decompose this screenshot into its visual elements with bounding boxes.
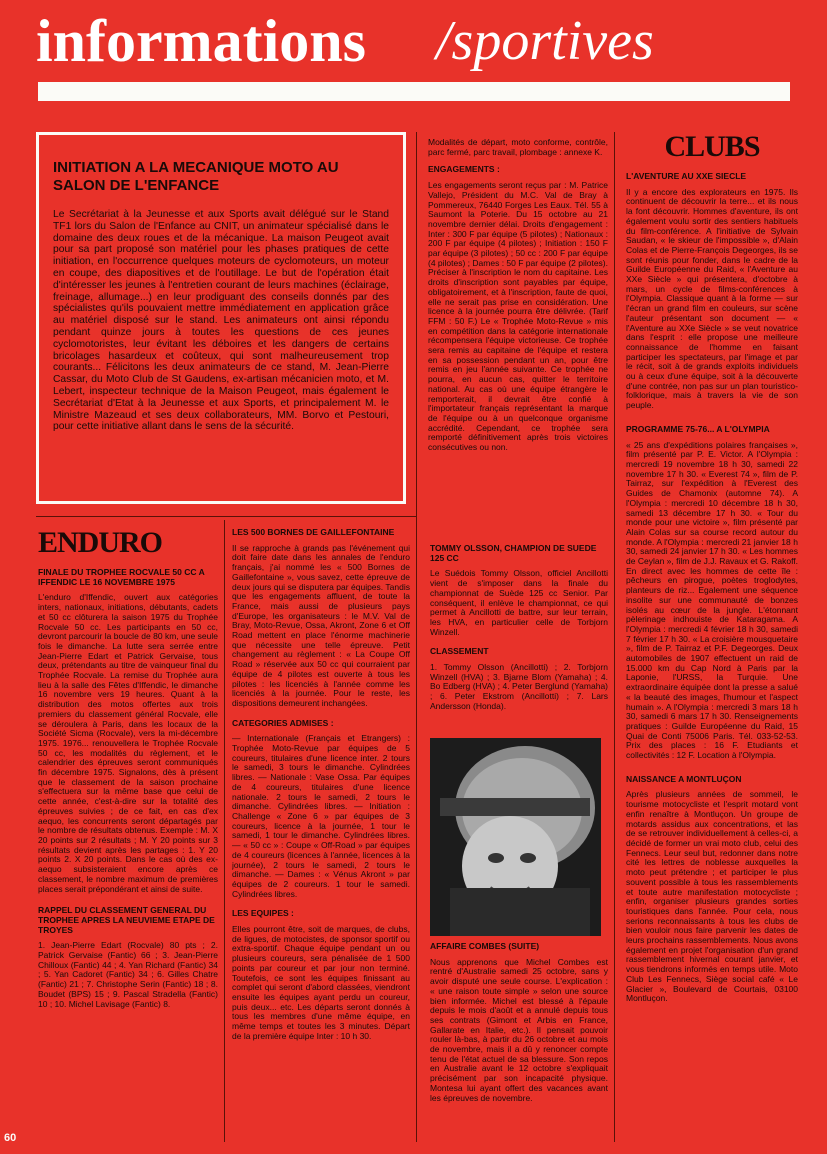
classement-heading: CLASSEMENT (430, 646, 489, 657)
classement-text: 1. Tommy Olsson (Ancillotti) ; 2. Torbjorn Winzell (HVA) ; 3. Bjarne Blom (Yamaha) ; 4. Bo Edberg (HVA) ; 4. Peter Berglund (Yamaha) ; 6. Peter Ekstrom (Ancillotti) ; 7. Lars Andersson (Honda). (430, 662, 608, 711)
rappel-heading: RAPPEL DU CLASSEMENT GENERAL DU TROPHEE APRES LA NEUVIEME ETAPE DE TROYES (38, 905, 215, 935)
programme-heading: PROGRAMME 75-76... A L'OLYMPIA (626, 423, 770, 434)
rider-photo (430, 738, 601, 936)
naissance-heading: NAISSANCE A MONTLUÇON (626, 773, 742, 784)
rider-helmet-illustration (430, 738, 601, 936)
masthead (36, 6, 796, 76)
masthead-subtitle: /sportives (436, 10, 654, 72)
naissance-text: Après plusieurs années de sommeil, le tourisme motocycliste et l'esprit motard vont enfin renaître à Montluçon. Un groupe de motards assidus aux concentrations, et las de se retrouver individuellement à celles-ci, a décidé de former un vrai moto club, celui des Fennecs. Leur seul but, redonner dans notre cité les lettres de noblesse auxquelles la moto peut prétendre ; et participer le plus souvent possible à tous les rassemblements et toute autre manifestation motocycliste ; enfin, organiser plusieurs grandes sorties touristiques dans l'année. Pour cela, nous serions reconnaissants à tous les clubs de bien vouloir nous faire parvenir les dates de leurs prochains rassemblements. Nous avons également en projet l'organisation d'un grand rassemblement hivernal courant janvier, et vous tiendrons informés en temps utile. Moto Club Les Fennecs, Siège social café « Le Glacier », Boulevard de Courtais, 03100 Montluçon. (626, 789, 798, 1004)
gaillefontaine-text: Il se rapproche à grands pas l'événement qui doit faire date dans les annales de l'enduro français, j'ai nommé les « 500 Bornes de Gaillefontaine », vous savez, cette épreuve de deux jours qui se disputera par équipes. Tandis que les engagements affluent, de toute la France, mais aussi de plusieurs pays d'Europe, les organisateurs : le M.V. Val de Bray, Moto-Revue, Ossa, Akront, Zone 6 et Off Road mettent en place l'énorme machinerie que nécessite une telle épreuve. Petit changement au règlement : « La Coupe Off Road » réservée aux 50 cc qui courraient par équipe de 4 pilotes est ouverte à tous les pilotes : les licenciés à l'année comme les licenciés à la journée. Pour le reste, les dispositions demeurent inchangées. (232, 542, 410, 708)
column-rule-3 (224, 520, 225, 1142)
combes-column (430, 938, 608, 1142)
clubs-column (626, 130, 798, 1142)
enduro-title: ENDURO (38, 526, 163, 559)
combes-heading: AFFAIRE COMBES (SUITE) (430, 941, 540, 951)
combes-text: Nous apprenons que Michel Combes est rentré d'Australie samedi 25 octobre, sans y avoir disputé une seule course. L'explication : « une raison toute simple » selon une source bien informée. Michel est blessé à l'épaule depuis le mois d'août et a annulé depuis tous ses contrats (Gimont et Arbis en France, Gallarate en Italie, etc.). Il pensait pouvoir rouler là-bas, à partir du 26 octobre et au mois de novembre, mais il a dû y renoncer compte tenu de l'état actuel de sa blessure. Son repos en Australie avant le 12 octobre s'expliquait précisément par son incapacité physique. Montesa lui ayant offert des vacances avant les épreuves de novembre. (430, 956, 608, 1103)
categories-text: — Internationale (Français et Etrangers) : Trophée Moto-Revue par équipes de 5 coureurs, titulaires d'une licence inter. 2 tours le samedi, 3 tours le dimanche. Cylindrées libres. — Nationale : Vase Ossa. Par équipes de 4 coureurs, titulaires d'une licence nationale. 2 tours le samedi, 2 tours le dimanche. Cylindrées libres. — Initiation : Challenge « Zone 6 » par équipes de 3 coureurs, licence à la journée, 1 tour le samedi, 1 tour le dimanche. Cylindrées libres. — « 50 cc » : Coupe « Off-Road » par équipes de 4 coureurs (licences à l'année, licences à la journée), 2 tours le samedi, 2 tours le dimanche. — Dames : « Vénus Akront » par équipes de 2 coureurs. 1 tour le samedi. Cylindrées libres. (232, 733, 410, 899)
equipes-text: Elles pourront être, soit de marques, de clubs, de ligues, de motocistes, de sponsor sportif ou extra-sportif. Chaque équipe pendant un ou plusieurs coureurs, sera pénalisée de 1 500 points par coureur et par jour non terminé. Toutefois, ce sont les équipes finissant au complet qui seront d'abord classées, viendront ensuite les équipes ayant perdu un coureur, puis deux... etc. Les départs seront donnés à tous les membres d'une même équipe, en même temps et toutes les 3 minutes. Départ de la première équipe Inter : 10 h 30. (232, 924, 410, 1041)
page-number: 60 (4, 1132, 17, 1144)
rappel-text: 1. Jean-Pierre Edart (Rocvale) 80 pts ; 2. Patrick Gervaise (Fantic) 66 ; 3. Jean-Pierre Chilloux (Fantic) 44 ; 4. Yan Richard (Fantic) 34 ; 5. Yan Cadoret (Fantic) 34 ; 6. Gilles Chatre (Fantic) 21 ; 7. Christophe Serin (Fantic) 18 ; 8. Boudet (BPS) 15 ; 9. Pascal Stradella (Fantic) 10 ; 10. Michel Lavisage (Fantic) 8. (38, 940, 218, 1009)
engagements-column (428, 138, 608, 526)
aventure-text: Il y a encore des explorateurs en 1975. Ils continuent de découvrir la terre... et ils nous la font découvrir. Hommes d'aventure, ils ont également voulu sortir des sentiers habituels du film-conférence. A l'initiative de Sylvain Saudan, « le skieur de l'impossible », d'Alain Colas et de Pierre-François Degeorges, ils se sont réunis pour fonder, dans le cadre de la Guilde Européenne du Raid, « l'Aventure au XXe Siècle » qui présentera, d'octobre à mars, un cycle de films-conférences à l'Olympia. Classique quant à la forme — sur l'écran un grand film en couleurs, sur scène l'auteur présentant son document — « l'Aventure au XXe Siècle » se veut novatrice dans l'esprit : elle propose une meilleure connaissance de l'homme en faisant participer les spectateurs, par l'image et par le récit, soit à de grands exploits individuels ou à ceux d'une équipe, soit à la découverte d'une contrée, non pas sur un plan touristico-folklorique, mais à travers la vie de son peuple. (626, 186, 798, 411)
equipes-heading: LES EQUIPES : (232, 908, 294, 919)
gaillefontaine-column (232, 526, 410, 1142)
engagements-text: Les engagements seront reçus par : M. Patrice Vallejo, Président du M.C. Val de Bray à Pommereux, 76440 Forges Les Eaux. Tél. 55 à Saumont la Poterie. Du 15 octobre au 21 novembre dernier délai. Droits d'engagement : Inter : 300 F par équipe (5 pilotes) ; Nationaux : 200 F par équipe (4 pilotes) ; Initiation : 150 F par équipe (3 pilotes) ; 50 cc : 200 F par équipe (4 pilotes) ; Dames : 50 F par équipe (2 pilotes). Préciser à l'inscription le nom du capitaine. Les droits d'inscription sont payables par équipe, obligatoirement, et à l'inscription, faute de quoi, elle ne serait pas prise en considération. Une licence à la journée pourra être délivrée. (Tarif FFM : 50 F.) Le « Trophée Moto-Revue » mis en compétition dans la catégorie internationale récompensera l'équipe victorieuse. Ce trophée sera remis au capitaine de l'équipe et restera en sa possession pendant un an, pour être remis en jeu l'année suivante. Ce trophée ne pourra, en aucun cas, quitter le territoire national. Au cas où une équipe étrangère le remporterait, il devrait être confié à l'importateur français représentant la marque de l'équipe ou à un quelconque organisme accrédité. Cependant, ce trophée sera remporté définitivement après trois victoires consécutives ou non. (428, 180, 608, 453)
engagements-heading: ENGAGEMENTS : (428, 164, 500, 175)
initiation-body: Le Secrétariat à la Jeunesse et aux Sports avait délégué sur le Stand TF1 lors du Salon de l'Enfance au CNIT, un animateur spécialisé dans le domaine des deux roues et de la mécanique. La maison Peugeot avait pour sa part proposé son matériel pour les phases pratiques de cette initiation, en l'occurrence quelques moteurs de cyclomoteurs, un moteur en coupe, des diapositives et de l'outillage. Le but de l'opération était d'intéresser les jeunes à l'entretien courant de leurs machines (éclairage, freinage, allumage...) en leur prodiguant des conseils donnés par des spécialistes qu'ils pouvaient mettre immédiatement en application grâce au matériel disposé sur le stand. Les animateurs ont ainsi répondu pendant quinze jours à toutes les questions de ces jeunes cyclomotoristes, leur évitant les déboires et les dangers de certains bricolages hasardeux et coûteux, qui sont malheureusement trop courants... Félicitons les deux animateurs de ce stand, M. Jean-Pierre Cassar, du Moto Club de St Gaudens, ex-artisan mécanicien moto, et M. Lebert, inspecteur technique de la Maison Peugeot, mais également le Secrétariat d'Etat à la Jeunesse et aux Sports, et principalement M. le Ministre Mazeaud et ses deux collaborateurs, MM. Borvo et Pestouri, pour cette initiative allant dans le sens de la sécurité. (53, 209, 389, 433)
gaillefontaine-heading: LES 500 BORNES DE GAILLEFONTAINE (232, 527, 395, 537)
finale-text: L'enduro d'Iffendic, ouvert aux catégories inters, nationaux, initiations, débutants, cadets et 50 cc clôturera la saison 1975 du Trophée Rocvale 50 cc. Les participants en 50 cc, devront parcourir la boucle de 80 km, une seule fois le dimanche. La lutte sera serrée entre Jean-Pierre Edart et Patrick Gervaise, tous deux, prétendants au titre de vainqueur final du Trophée Rocvale. La remise du Trophée aura lieu à la salle des Fêtes d'Iffendic, le dimanche 16 novembre vers 19 heures. Quant à la distribution des motos offertes aux trois premiers du classement général Rocvale, elle se déroulera à Paris, dans les locaux de la Société Sicma (Rocvale), vers la mi-décembre 1975. 1976... renouvellera le Trophée Rocvale 50 cc, les modalités du règlement, et le calendrier des épreuves seront communiqués fin décembre 1975. Signalons, dès à présent que le classement de la saison prochaine s'effectuera sur la même base que celui de cette année, c'est-à-dire sur la totalité des épreuves suivies ; de ce fait, en cas d'ex aequo, les concurrents seront départagés par le nombre de résultats obtenus. Exemple : M. X 20 points sur 2 résultats ; M. Y 20 points sur 3 résultats devient après les partages : 1. Y 20 points 2. X 20 points. Dans le cas où des ex-aequo subsisteraient encore après ce classement, le nombre maximum de premières places serait prépondérant et ainsi de suite. (38, 592, 218, 894)
enduro-column (38, 526, 218, 1132)
clubs-title: CLUBS (664, 130, 760, 163)
programme-text: « 25 ans d'expéditions polaires françaises », film présenté par P. E. Victor. A l'Olympia : mercredi 19 novembre 18 h 30, samedi 22 novembre 17 h 30. « Everest 74 », film de P. Tairraz, sur l'expédition à l'Everest des Guides de Chamonix (automne 74). A l'Olympia : mercredi 10 décembre 18 h 30, samedi 13 décembre 17 h 30. « Tour du monde pour une victoire », film présenté par Alain Colas sur sa course record autour du monde. A l'Olympia : mercredi 21 janvier 18 h 30, samedi 24 janvier 17 h 30. « Les hommes de Ceylan », film de J.J. Ravaux et G. Rakoff. En direct avec les hommes de cette île : pêcheurs en pirogue, poètes troglodytes, planteurs de riz... Egalement une séquence insolite sur une communauté de bonzes isolés au cœur de la jungle. L'étonnant pèlerinage indhouiste de Kataragama. A l'Olympia : mercredi 4 février 18 h 30, samedi 7 février 17 h 30. « La croisière mousquetaire », film de P. Tairraz et P.F. Degeorges. Deux automobiles de 1907 effectuent un raid de 15.000 km du Cap Nord à Paris par la Laponie, l'URSS, la Turquie. Une extraordinaire équipée dont la presse a salué « la beauté des images, l'humour et l'aspect humain ». A l'Olympia : mercredi 3 mars 18 h 30, samedi 6 mars 17 h 30. Renseignements pratiques : Guilde Européenne du Raid, 15 Quai de Conti 75006 Paris. Tél. 033-52-53. Prix des places : 16 F. Etudiants et collectivités : 12 F. Location à l'Olympia. (626, 439, 798, 761)
finale-heading: FINALE DU TROPHEE ROCVALE 50 CC A IFFENDIC LE 16 NOVEMBRE 1975 (38, 567, 205, 587)
olsson-heading: TOMMY OLSSON, CHAMPION DE SUEDE 125 CC (430, 543, 597, 563)
olsson-text: Le Suédois Tommy Olsson, officiel Ancillotti vient de s'imposer dans la finale du championnat de Suède 125 cc Senior. Par conséquent, il enlève le championnat, ce qui permet à Ancillotti de battre, sur leur terrain, les HVA, en particulier celle de Torbjorn Winzell. (430, 568, 608, 637)
categories-heading: CATEGORIES ADMISES : (232, 717, 334, 728)
aventure-heading: L'AVENTURE AU XXE SIECLE (626, 171, 747, 181)
olsson-column (430, 536, 608, 732)
initiation-box (36, 132, 406, 504)
column-rule-1 (416, 132, 417, 1142)
modalites-text: Modalités de départ, moto conforme, contrôle, parc fermé, parc travail, plombage : annexe K. (428, 138, 608, 157)
initiation-title: INITIATION A LA MECANIQUE MOTO AU SALON DE L'ENFANCE (53, 159, 339, 194)
masthead-title: informations (36, 8, 366, 74)
row-rule (36, 516, 416, 517)
column-rule-2 (614, 132, 615, 1142)
masthead-bar (38, 82, 790, 101)
